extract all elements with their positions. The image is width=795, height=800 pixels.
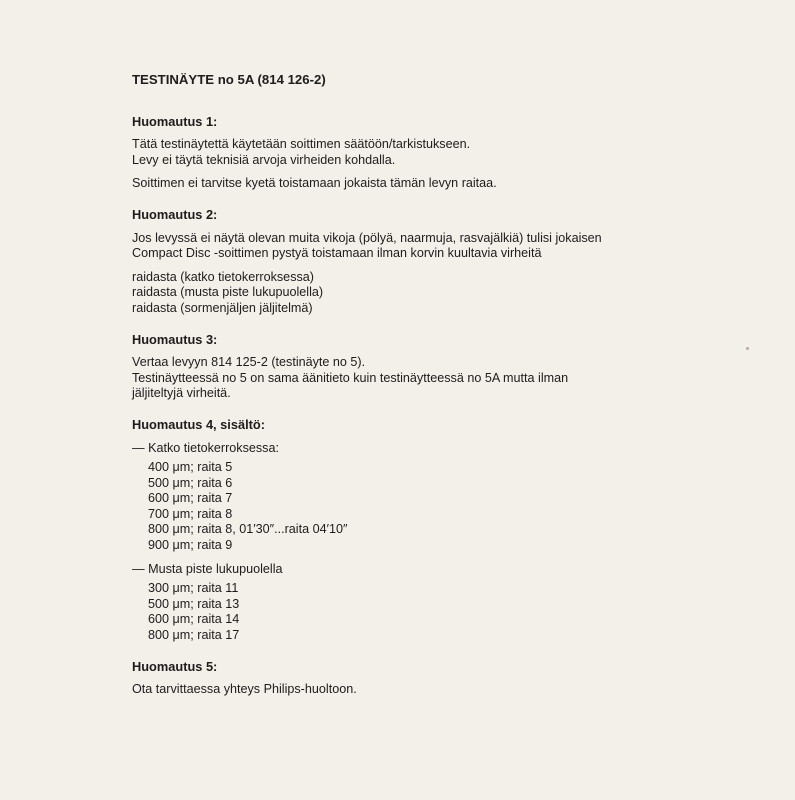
note-5-heading: Huomautus 5:: [132, 658, 218, 674]
text-line: Jos levyssä ei näytä olevan muita vikoja (pölyä, naarmuja, rasvajälkiä) tulisi jokaisen: [132, 230, 602, 245]
list-item: 300 μm; raita 11: [148, 581, 239, 596]
list-item: 500 μm; raita 13: [148, 596, 240, 611]
text-line: Tätä testinäytettä käytetään soittimen säätöön/tarkistukseen.: [132, 137, 471, 152]
note-2-heading: Huomautus 2:: [132, 206, 218, 222]
note-2-paragraph-1: [132, 231, 692, 262]
note-3: [132, 332, 692, 402]
note-1-paragraph-2: Soittimen ei tarvitse kyetä toistamaan jokaista tämän levyn raitaa.: [132, 176, 497, 191]
list-item: raidasta (sormenjäljen jäljitelmä): [132, 300, 313, 315]
list-item: raidasta (musta piste lukupuolella): [132, 285, 324, 300]
group-2-label: — Musta piste lukupuolella: [132, 561, 283, 576]
note-1: [132, 114, 692, 192]
text-line: Compact Disc -soittimen pystyä toistamaan ilman korvin kuultavia virheitä: [132, 246, 542, 261]
text-line: jäljiteltyjä virheitä.: [132, 386, 231, 401]
document-content: [132, 72, 692, 713]
note-1-heading: Huomautus 1:: [132, 113, 218, 129]
text-line: Levy ei täytä teknisiä arvoja virheiden kohdalla.: [132, 152, 396, 167]
list-item: 700 μm; raita 8: [148, 506, 233, 521]
list-item: 800 μm; raita 8, 01′30″...raita 04′10″: [148, 522, 348, 537]
text-line: Vertaa levyyn 814 125-2 (testinäyte no 5).: [132, 355, 366, 370]
note-4-heading: Huomautus 4, sisältö:: [132, 416, 265, 432]
note-3-paragraph-1: [132, 355, 692, 402]
note-2-list: [132, 270, 692, 317]
list-item: 600 μm; raita 7: [148, 491, 233, 506]
note-5-paragraph-1: Ota tarvittaessa yhteys Philips-huoltoon.: [132, 682, 357, 697]
note-1-paragraph-1: [132, 137, 692, 168]
note-5: [132, 659, 692, 698]
list-item: 600 μm; raita 14: [148, 612, 240, 627]
note-2: [132, 207, 692, 317]
list-item: 800 μm; raita 17: [148, 628, 240, 643]
list-item: 400 μm; raita 5: [148, 460, 233, 475]
document-title: TESTINÄYTE no 5A (814 126-2): [132, 72, 326, 87]
group-2-items: [132, 581, 692, 643]
list-item: 500 μm; raita 6: [148, 475, 233, 490]
paper-speck: [746, 347, 749, 350]
text-line: Testinäytteessä no 5 on sama äänitieto kuin testinäytteessä no 5A mutta ilman: [132, 370, 569, 385]
note-3-heading: Huomautus 3:: [132, 331, 218, 347]
list-item: 900 μm; raita 9: [148, 538, 233, 553]
group-1-label: — Katko tietokerroksessa:: [132, 440, 279, 455]
note-4: [132, 417, 692, 644]
group-1-items: [132, 460, 692, 554]
list-item: raidasta (katko tietokerroksessa): [132, 269, 314, 284]
